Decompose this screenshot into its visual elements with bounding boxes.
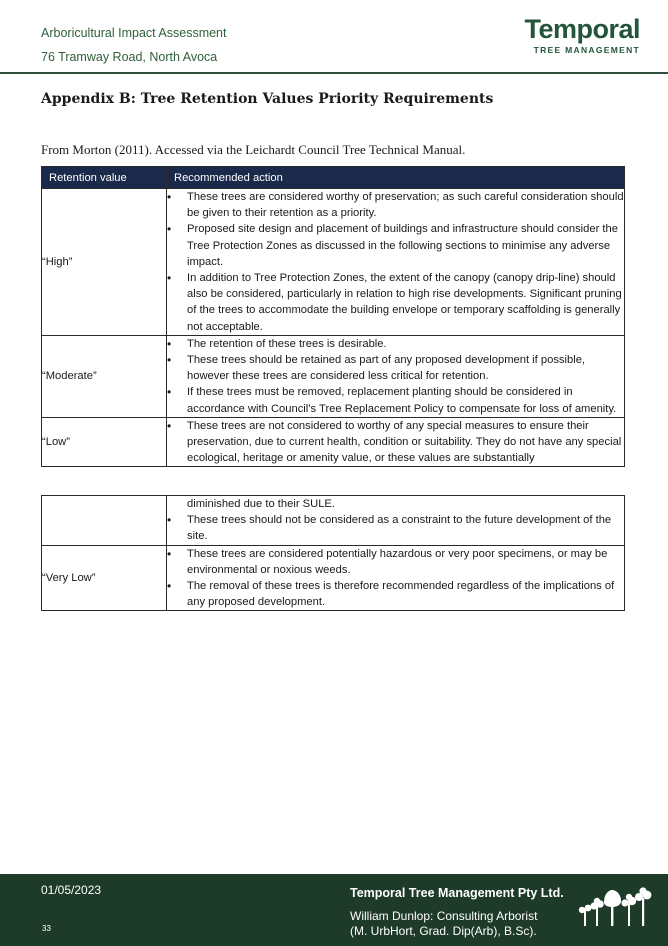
tree-logo-icon: [578, 886, 654, 930]
recommended-action-cell: [167, 496, 625, 546]
footer-company-name: Temporal Tree Management Pty Ltd.: [350, 886, 564, 900]
company-logo-subtitle: TREE MANAGEMENT: [533, 45, 640, 55]
header-recommended-action: Recommended action: [167, 167, 625, 189]
header-retention-value: Retention value: [42, 167, 167, 189]
company-logo-wordmark: Temporal: [524, 14, 640, 44]
recommended-action-cell: [167, 189, 625, 336]
source-citation: From Morton (2011). Accessed via the Leichardt Council Tree Technical Manual.: [41, 142, 466, 157]
retention-value-cell: “Very Low”: [42, 545, 167, 611]
action-item: • These trees are considered potentially hazardous or very poor specimens, or may be environmental or noxious weeds.: [167, 546, 624, 578]
page-footer: [0, 874, 668, 946]
document-title: Arboricultural Impact Assessment: [41, 26, 227, 40]
retention-value-cell: “Low”: [42, 417, 167, 467]
appendix-heading: Appendix B: Tree Retention Values Priority Requirements: [41, 91, 494, 107]
retention-value-cell: “High”: [42, 189, 167, 336]
table-row-moderate: [42, 335, 625, 417]
retention-value-cell-empty: [42, 496, 167, 546]
page-header: [0, 0, 668, 76]
action-item: • Proposed site design and placement of buildings and infrastructure should consider the Tree Protection Zones as discussed in the following sections to minimise any adverse impact.: [167, 221, 624, 270]
action-item: • In addition to Tree Protection Zones, the extent of the canopy (canopy drip-line) should also be considered, particularly in relation to high rise developments. Significant pruning of the trees to accommodate the building envelope or temporary scaffolding is generally not acceptable.: [167, 270, 624, 335]
table-row-very-low: [42, 545, 625, 611]
recommended-action-cell: [167, 335, 625, 417]
table-header-row: [42, 167, 625, 189]
footer-consultant-name: William Dunlop: Consulting Arborist: [350, 909, 538, 923]
action-item: • These trees are not considered to worthy of any special measures to ensure their preservation, due to current health, condition or suitability. They do not have any special ecological, heritage or amenity value, or these values are substantially: [167, 418, 624, 467]
retention-value-cell: “Moderate”: [42, 335, 167, 417]
retention-values-table-continued: [41, 495, 625, 611]
action-item: • These trees are considered worthy of preservation; as such careful consideration should be given to their retention as a priority.: [167, 189, 624, 221]
recommended-action-cell: [167, 417, 625, 467]
retention-values-table: [41, 166, 625, 467]
site-address: 76 Tramway Road, North Avoca: [41, 50, 218, 64]
page-number: 33: [42, 924, 51, 933]
action-item: • These trees should not be considered as a constraint to the future development of the site.: [167, 512, 624, 544]
action-item: • The retention of these trees is desirable.: [167, 336, 624, 352]
action-item: • The removal of these trees is therefore recommended regardless of the implications of any proposed development.: [167, 578, 624, 610]
action-item: • If these trees must be removed, replacement planting should be considered in accordance with Council’s Tree Replacement Policy to compensate for loss of amenity.: [167, 384, 624, 416]
header-divider: [0, 72, 668, 74]
table-row-low: [42, 417, 625, 467]
action-item: • These trees should be retained as part of any proposed development if possible, however these trees are considered less critical for retention.: [167, 352, 624, 384]
footer-consultant-credentials: (M. UrbHort, Grad. Dip(Arb), B.Sc).: [350, 924, 537, 938]
table-row-low-continued: [42, 496, 625, 546]
footer-date: 01/05/2023: [41, 883, 102, 897]
recommended-action-cell: [167, 545, 625, 611]
table-row-high: [42, 189, 625, 336]
action-item-continuation: diminished due to their SULE.: [187, 498, 336, 510]
